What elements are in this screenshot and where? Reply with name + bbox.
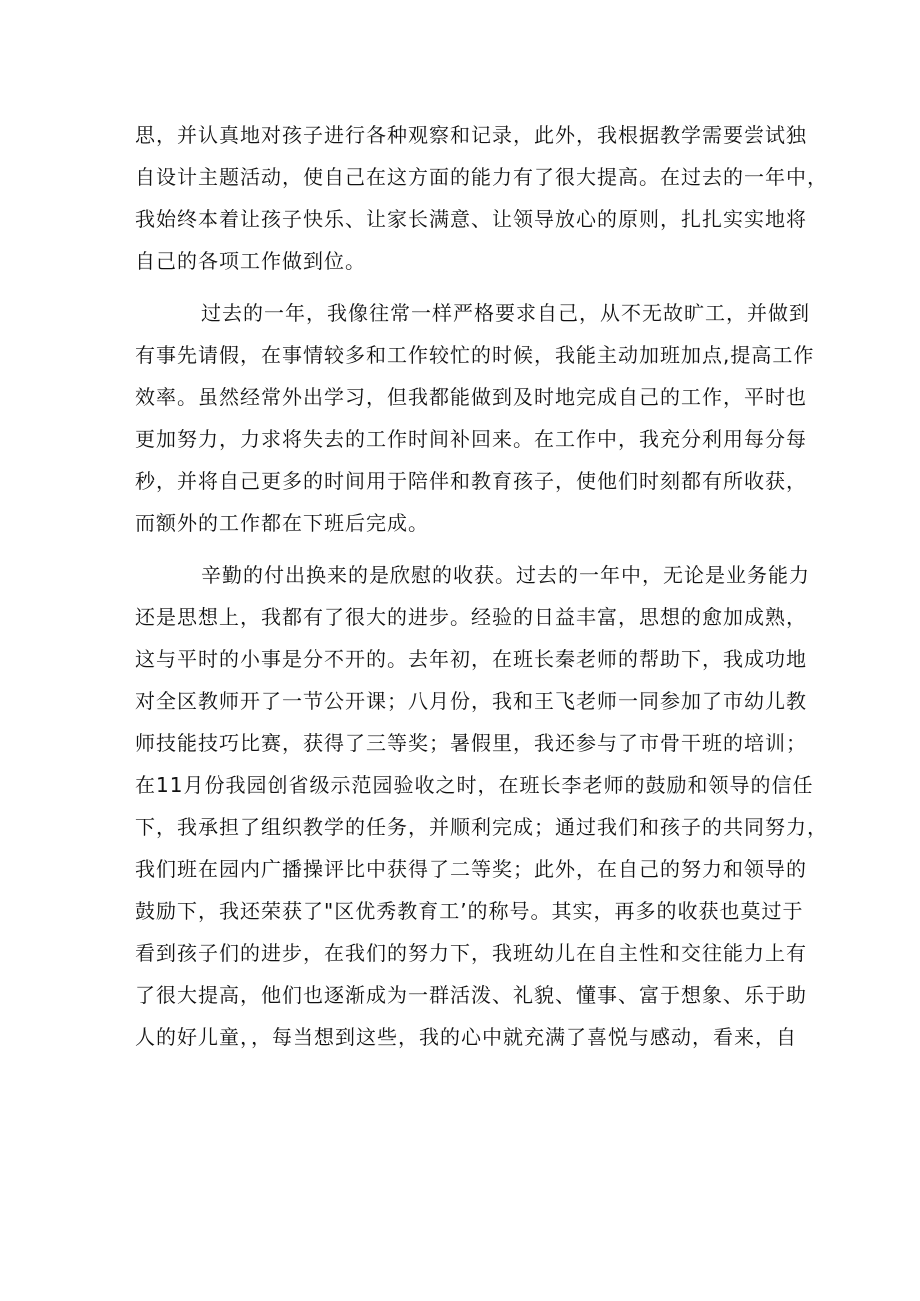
paragraph-3-line: 看到孩子们的进步，在我们的努力下，我班幼儿在自主性和交往能力上有	[135, 941, 807, 965]
paragraph-2-line: 效率。虽然经常外出学习，但我都能做到及时地完成自己的工作，平时也	[135, 385, 807, 409]
paragraph-2-line: 秒，并将自己更多的时间用于陪伴和教育孩子，使他们时刻都有所收获，	[135, 469, 807, 493]
paragraph-gap	[135, 282, 795, 292]
paragraph-3-line: 还是思想上，我都有了很大的进步。经验的日益丰富，思想的愈加成熟，	[135, 605, 807, 629]
paragraph-3-line: 下，我承担了组织教学的任务，并顺利完成；通过我们和孩子的共同努力，	[135, 815, 828, 839]
paragraph-3-line: 对全区教师开了一节公开课；八月份，我和王飞老师一同参加了市幼儿教	[135, 689, 807, 713]
paragraph-3-line: 鼓励下，我还荣获了"区优秀教育工’的称号。其实，再多的收获也莫过于	[135, 899, 804, 923]
paragraph-2-line: 过去的一年，我像往常一样严格要求自己，从不无故旷工，并做到	[201, 301, 810, 325]
paragraph-1-line: 思，并认真地对孩子进行各种观察和记录，此外，我根据教学需要尝试独	[135, 123, 807, 147]
document-body	[135, 114, 828, 1058]
paragraph-3-line: 这与平时的小事是分不开的。去年初，在班长秦老师的帮助下，我成功地	[135, 647, 807, 671]
paragraph-3-line: 人的好儿童，，每当想到这些，我的心中就充满了喜悦与感动，看来，自	[135, 1025, 797, 1049]
paragraph-1-line: 自设计主题活动，使自己在这方面的能力有了很大提高。在过去的一年中，	[135, 165, 828, 189]
paragraph-3-line: 我们班在园内广播操评比中获得了二等奖；此外，在自己的努力和领导的	[135, 857, 807, 881]
paragraph-3-line: 师技能技巧比赛，获得了三等奖；暑假里，我还参与了市骨干班的培训；	[135, 731, 807, 755]
paragraph-3-line: 辛勤的付出换来的是欣慰的收获。过去的一年中，无论是业务能力	[201, 563, 810, 587]
paragraph-1-line: 我始终本着让孩子快乐、让家长满意、让领导放心的原则，扎扎实实地将	[135, 207, 807, 231]
paragraph-3-line: 了很大提高，他们也逐渐成为一群活泼、礼貌、懂事、富于想象、乐于助	[135, 983, 807, 1007]
paragraph-3-line: 在11月份我园创省级示范园验收之时，在班长李老师的鼓励和领导的信任	[135, 773, 814, 797]
paragraph-2-line: 更加努力，力求将失去的工作时间补回来。在工作中，我充分利用每分每	[135, 427, 807, 451]
paragraph-2-line: 有事先请假，在事情较多和工作较忙的时候，我能主动加班加点,提高工作	[135, 343, 815, 367]
paragraph-2-line: 而额外的工作都在下班后完成。	[135, 511, 429, 535]
paragraph-1-line: 自己的各项工作做到位。	[135, 249, 366, 273]
paragraph-gap	[135, 544, 795, 554]
